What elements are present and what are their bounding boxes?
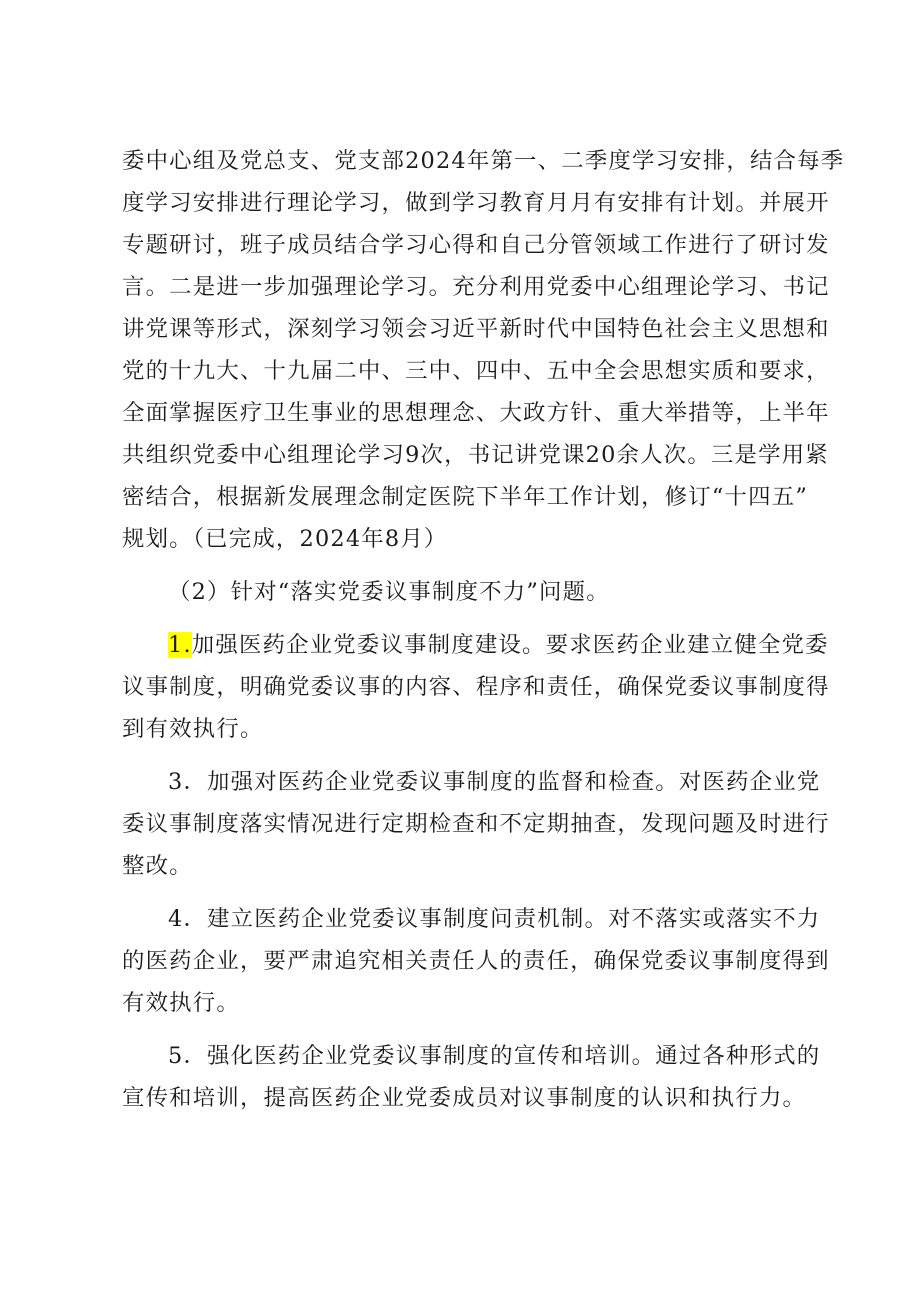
text-line: 有效执行。: [122, 990, 240, 1016]
text-line: 专题研讨，班子成员结合学习心得和自己分管领域工作进行了研讨发: [122, 232, 830, 258]
document-page: [122, 140, 845, 1119]
text-line: [122, 624, 829, 666]
text-line: 3．加强对医药企业党委议事制度的监督和检查。对医药企业党: [168, 769, 821, 795]
section-heading: （2）针对“落实党委议事制度不力”问题。: [168, 579, 610, 605]
text-line: 4．建立医药企业党委议事制度问责机制。对不落实或落实不力: [168, 906, 821, 932]
text-line: 的医药企业，要严肃追究相关责任人的责任，确保党委议事制度得到: [122, 948, 830, 974]
text-line: 言。二是进一步加强理论学习。充分利用党委中心组理论学习、书记: [122, 274, 830, 300]
item-3-paragraph: [122, 761, 830, 887]
text-line: 度学习安排进行理论学习，做到学习教育月月有安排有计划。并展开: [122, 190, 830, 216]
text-line: 议事制度，明确党委议事的内容、程序和责任，确保党委议事制度得: [122, 674, 830, 700]
text-line: 整改。: [122, 853, 193, 879]
text-line: 党的十九大、十九届二中、三中、四中、五中全会思想实质和要求，: [122, 358, 830, 384]
text-line: 规划。（已完成，2024年8月）: [122, 526, 448, 552]
text-line: 讲党课等形式，深刻学习领会习近平新时代中国特色社会主义思想和: [122, 316, 830, 342]
text-line: 宣传和培训，提高医药企业党委成员对议事制度的认识和执行力。: [122, 1085, 807, 1111]
item-1-paragraph: [122, 624, 830, 750]
text-line: 共组织党委中心组理论学习9次，书记讲党课20余人次。三是学用紧: [122, 442, 829, 468]
text-line: 5．强化医药企业党委议事制度的宣传和培训。通过各种形式的: [168, 1043, 821, 1069]
item-1-heading: 加强医药企业党委议事制度建设。要求医药企业建立健全党委: [191, 632, 829, 658]
item-4-paragraph: [122, 898, 830, 1024]
highlighted-item-number: 1.: [168, 632, 192, 658]
text-line: 委中心组及党总支、党支部2024年第一、二季度学习安排，结合每季: [122, 148, 845, 174]
text-line: 到有效执行。: [122, 716, 264, 742]
text-line: 密结合，根据新发展理念制定医院下半年工作计划，修订“十四五”: [122, 484, 808, 510]
text-line: 全面掌握医疗卫生事业的思想理念、大政方针、重大举措等，上半年: [122, 400, 830, 426]
item-5-paragraph: [122, 1035, 821, 1119]
text-line: 委议事制度落实情况进行定期检查和不定期抽查，发现问题及时进行: [122, 811, 830, 837]
paragraph-study-arrangement: [122, 140, 845, 560]
